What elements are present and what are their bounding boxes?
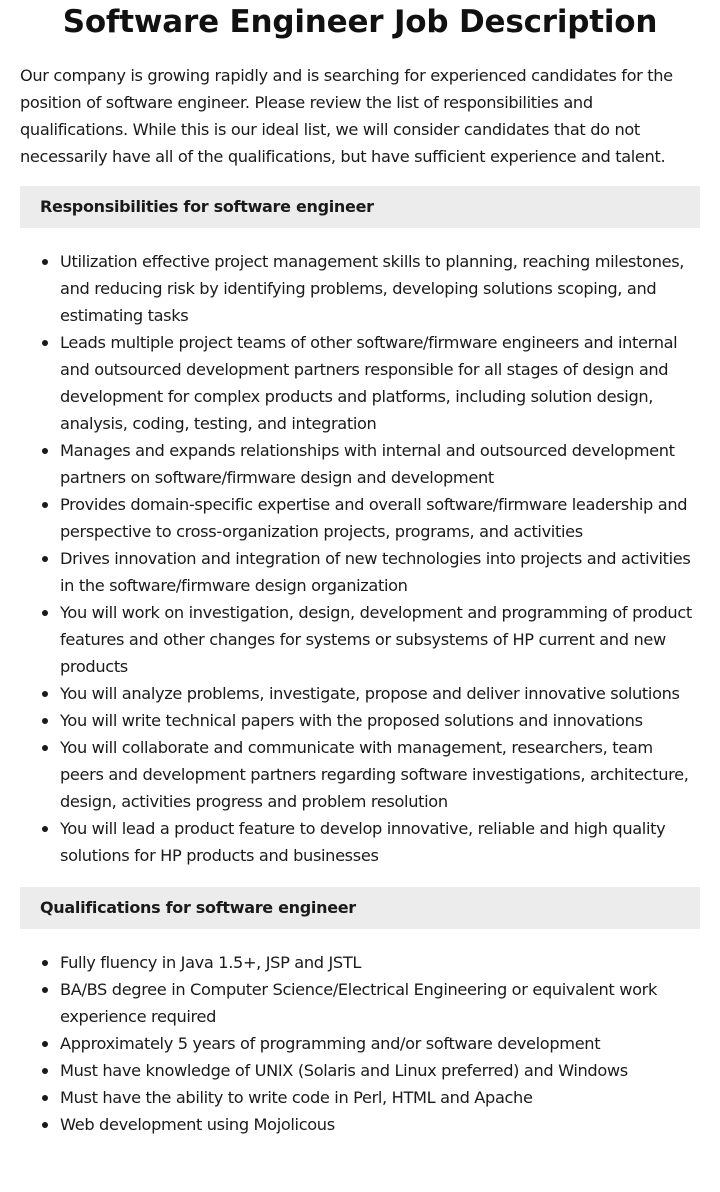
intro-paragraph: Our company is growing rapidly and is searching for experienced candidates for the position of software engineer. Please review the list of responsibilities and qualifications. While this is our ideal list, we will consider candidates that do not necessarily have all of the qualifications, but have sufficient experience and talent. (20, 66, 673, 166)
responsibilities-heading: Responsibilities for software engineer (20, 186, 700, 228)
responsibilities-list (20, 248, 700, 869)
page-title: Software Engineer Job Description (62, 4, 658, 40)
list-item: You will collaborate and communicate with management, researchers, team peers and development partners regarding software investigations, architecture, design, activities progress and problem resolution (60, 734, 700, 815)
list-item: You will lead a product feature to develop innovative, reliable and high quality solutions for HP products and businesses (60, 815, 700, 869)
list-item: Must have knowledge of UNIX (Solaris and Linux preferred) and Windows (60, 1057, 700, 1084)
list-item: Manages and expands relationships with internal and outsourced development partners on software/firmware design and development (60, 437, 700, 491)
list-item: BA/BS degree in Computer Science/Electrical Engineering or equivalent work experience required (60, 976, 700, 1030)
list-item: Web development using Mojolicous (60, 1111, 700, 1138)
list-item: Approximately 5 years of programming and/or software development (60, 1030, 700, 1057)
list-item: Utilization effective project management skills to planning, reaching milestones, and reducing risk by identifying problems, developing solutions scoping, and estimating tasks (60, 248, 700, 329)
list-item: You will analyze problems, investigate, propose and deliver innovative solutions (60, 680, 700, 707)
list-item: You will work on investigation, design, development and programming of product features and other changes for systems or subsystems of HP current and new products (60, 599, 700, 680)
list-item: Drives innovation and integration of new technologies into projects and activities in the software/firmware design organization (60, 545, 700, 599)
list-item: Leads multiple project teams of other software/firmware engineers and internal and outsourced development partners responsible for all stages of design and development for complex products and platforms, including solution design, analysis, coding, testing, and integration (60, 329, 700, 437)
list-item: Provides domain-specific expertise and overall software/firmware leadership and perspective to cross-organization projects, programs, and activities (60, 491, 700, 545)
qualifications-list (20, 949, 700, 1138)
list-item: Fully fluency in Java 1.5+, JSP and JSTL (60, 949, 700, 976)
qualifications-heading: Qualifications for software engineer (20, 887, 700, 929)
list-item: Must have the ability to write code in Perl, HTML and Apache (60, 1084, 700, 1111)
list-item: You will write technical papers with the proposed solutions and innovations (60, 707, 700, 734)
